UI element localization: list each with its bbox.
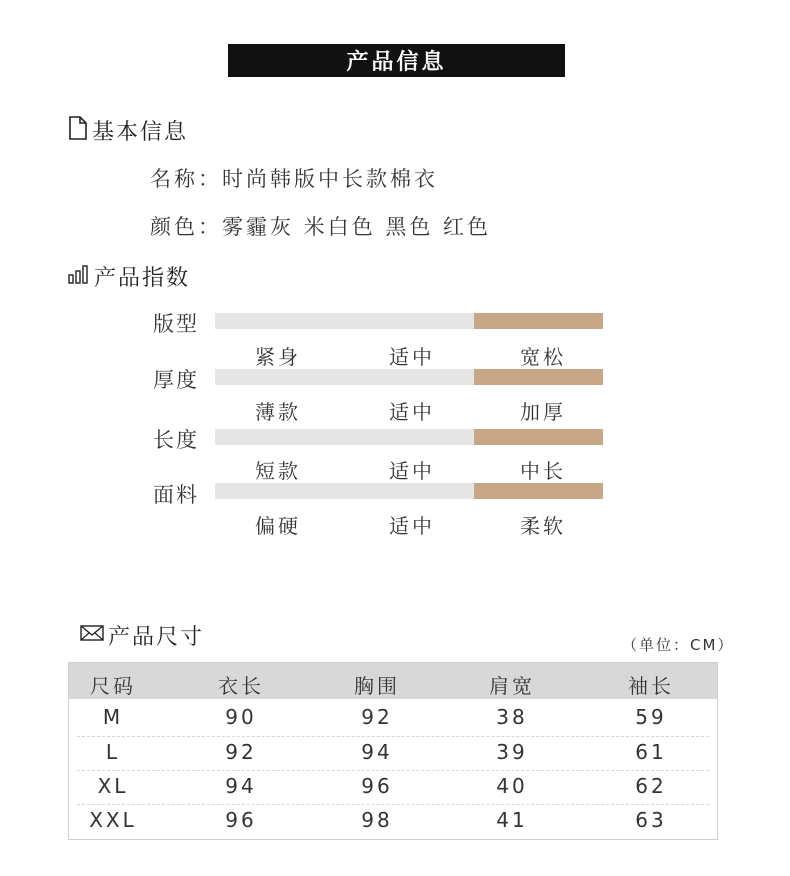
size-table-cell: XL	[97, 774, 129, 798]
index-label: 厚度	[153, 368, 199, 392]
size-table-cell: 94	[225, 774, 257, 798]
index-scale-selected	[474, 313, 603, 329]
row-divider	[77, 736, 709, 737]
size-table-cell: 63	[635, 808, 667, 832]
index-option: 柔软	[520, 514, 566, 538]
row-divider	[77, 770, 709, 771]
product-index-heading	[68, 261, 190, 292]
index-option: 适中	[389, 345, 435, 369]
size-table-cell: L	[105, 740, 121, 764]
index-option: 中长	[520, 459, 566, 483]
index-option: 加厚	[520, 400, 566, 424]
document-icon	[68, 116, 88, 146]
size-table-cell: 41	[496, 808, 528, 832]
size-table-cell: 98	[361, 808, 393, 832]
size-table-cell: XXL	[89, 808, 137, 832]
index-scale-bar	[215, 483, 603, 499]
index-option: 适中	[389, 459, 435, 483]
size-column-header: 肩宽	[489, 674, 535, 698]
unit-note: （单位：CM）	[622, 636, 735, 654]
row-divider	[77, 804, 709, 805]
product-size-heading	[80, 620, 204, 651]
index-scale-bar	[215, 313, 603, 329]
size-table-cell: 40	[496, 774, 528, 798]
size-table-cell: 61	[635, 740, 667, 764]
size-table-cell: 92	[361, 705, 393, 729]
basic-info-heading	[68, 115, 188, 146]
index-option: 适中	[389, 514, 435, 538]
size-table-cell: 92	[225, 740, 257, 764]
size-column-header: 衣长	[218, 674, 264, 698]
index-option: 宽松	[520, 345, 566, 369]
size-table-cell: 62	[635, 774, 667, 798]
size-table-cell: M	[102, 705, 124, 729]
size-table-cell: 39	[496, 740, 528, 764]
size-table-cell: 96	[361, 774, 393, 798]
index-scale-selected	[474, 483, 603, 499]
size-table-cell: 59	[635, 705, 667, 729]
index-label: 版型	[153, 312, 199, 336]
index-scale-bar	[215, 369, 603, 385]
product-index-title: 产品指数	[94, 266, 191, 291]
product-name: 名称：时尚韩版中长款棉衣	[150, 167, 438, 191]
size-column-header: 尺码	[90, 674, 136, 698]
index-option: 偏硬	[255, 514, 301, 538]
index-scale-bar	[215, 429, 603, 445]
index-option: 紧身	[255, 345, 301, 369]
index-label: 面料	[153, 483, 199, 507]
product-colors: 颜色：雾霾灰 米白色 黑色 红色	[150, 215, 492, 239]
index-scale-selected	[474, 429, 603, 445]
index-option: 适中	[389, 400, 435, 424]
size-table-cell: 96	[225, 808, 257, 832]
size-table-cell: 90	[225, 705, 257, 729]
size-table-cell: 38	[496, 705, 528, 729]
basic-info-title: 基本信息	[92, 120, 189, 145]
size-column-header: 胸围	[354, 674, 400, 698]
index-label: 长度	[153, 428, 199, 452]
size-table	[68, 662, 718, 840]
index-scale-selected	[474, 369, 603, 385]
product-size-title: 产品尺寸	[108, 625, 205, 650]
bar-chart-icon	[68, 264, 90, 290]
index-option: 薄款	[255, 400, 301, 424]
page-title: 产品信息	[228, 44, 565, 77]
size-table-cell: 94	[361, 740, 393, 764]
size-column-header: 袖长	[628, 674, 674, 698]
envelope-icon	[80, 623, 104, 648]
index-option: 短款	[255, 459, 301, 483]
